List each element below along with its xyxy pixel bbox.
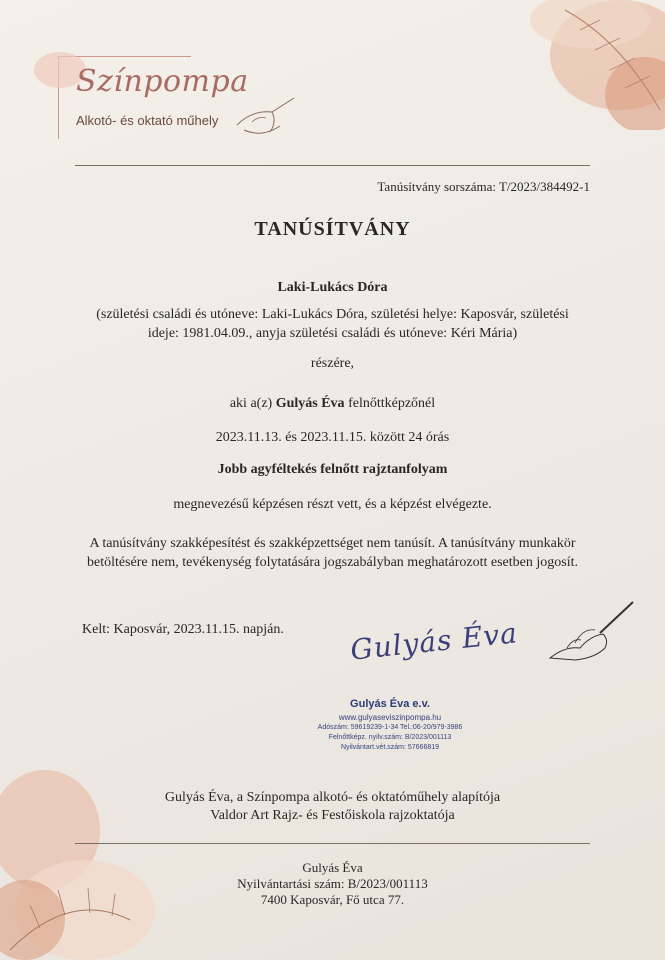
stamp-adult-education-number: Felnőttképz. nyilv.szám: B/2023/001113 <box>328 734 452 741</box>
course-name: Jobb agyféltekés felnőtt rajztanfolyam <box>217 462 448 477</box>
provider-suffix: felnőttképzőnél <box>348 396 436 411</box>
provider-name: Gulyás Éva <box>275 396 345 411</box>
for-label: részére, <box>310 356 355 371</box>
header-divider <box>75 165 590 166</box>
disclaimer <box>0 534 665 572</box>
stamp-registration-number: Nyilvántart.vét.szám: 57666819 <box>340 744 440 751</box>
completion-statement: megnevezésű képzésen részt vett, és a képzést elvégezte. <box>173 497 492 512</box>
handwritten-signature: Gulyás Éva <box>348 616 520 667</box>
stamp-tax-number: Adószám: 59619239-1-34 Tel.:06-20/979-3986 <box>317 724 463 731</box>
footer-name: Gulyás Éva <box>302 860 363 875</box>
certificate-title: TANÚSÍTVÁNY <box>254 218 411 240</box>
signatory-line-2: Valdor Art Rajz- és Festőiskola rajzoktatója <box>210 808 455 823</box>
stamp-website: www.gulyaseviszinpompa.hu <box>338 713 442 722</box>
disclaimer-line-2: betöltésére nem, tevékenység folytatására jogszabályban meghatározott esetben jogosít. <box>87 555 578 570</box>
course-period: 2023.11.13. és 2023.11.15. között 24 órás <box>215 430 450 445</box>
signatory-line-1: Gulyás Éva, a Színpompa alkotó- és oktatóműhely alapítója <box>164 790 501 805</box>
stamp-name: Gulyás Éva e.v. <box>350 698 430 710</box>
footer-address: 7400 Kaposvár, Fő utca 77. <box>260 892 405 907</box>
holder-details <box>80 305 585 343</box>
logo-subtitle: Alkotó- és oktató műhely <box>76 113 219 128</box>
holder-name: Laki-Lukács Dóra <box>277 280 388 295</box>
footer-registration: Nyilvántartási szám: B/2023/001113 <box>237 876 428 891</box>
leaf-decoration-top-right-icon <box>470 0 665 130</box>
provider-prefix: aki a(z) <box>229 396 273 411</box>
hand-with-pencil-icon <box>545 598 640 666</box>
drawing-hand-logo-icon <box>232 80 302 140</box>
holder-details-line-2: ideje: 1981.04.09., anyja születési családi és utóneve: Kéri Mária) <box>147 326 518 341</box>
provider-line <box>0 396 665 412</box>
issue-place-date: Kelt: Kaposvár, 2023.11.15. napján. <box>82 622 284 637</box>
certificate-serial: Tanúsítvány sorszáma: T/2023/384492-1 <box>377 179 590 194</box>
disclaimer-line-1: A tanúsítvány szakképesítést és szakképzettséget nem tanúsít. A tanúsítvány munkakör <box>89 536 576 551</box>
holder-details-line-1: (születési családi és utóneve: Laki-Lukács Dóra, születési helye: Kaposvár, születési <box>96 307 569 322</box>
footer-divider <box>75 843 590 844</box>
logo-title: Színpompa <box>76 64 249 99</box>
